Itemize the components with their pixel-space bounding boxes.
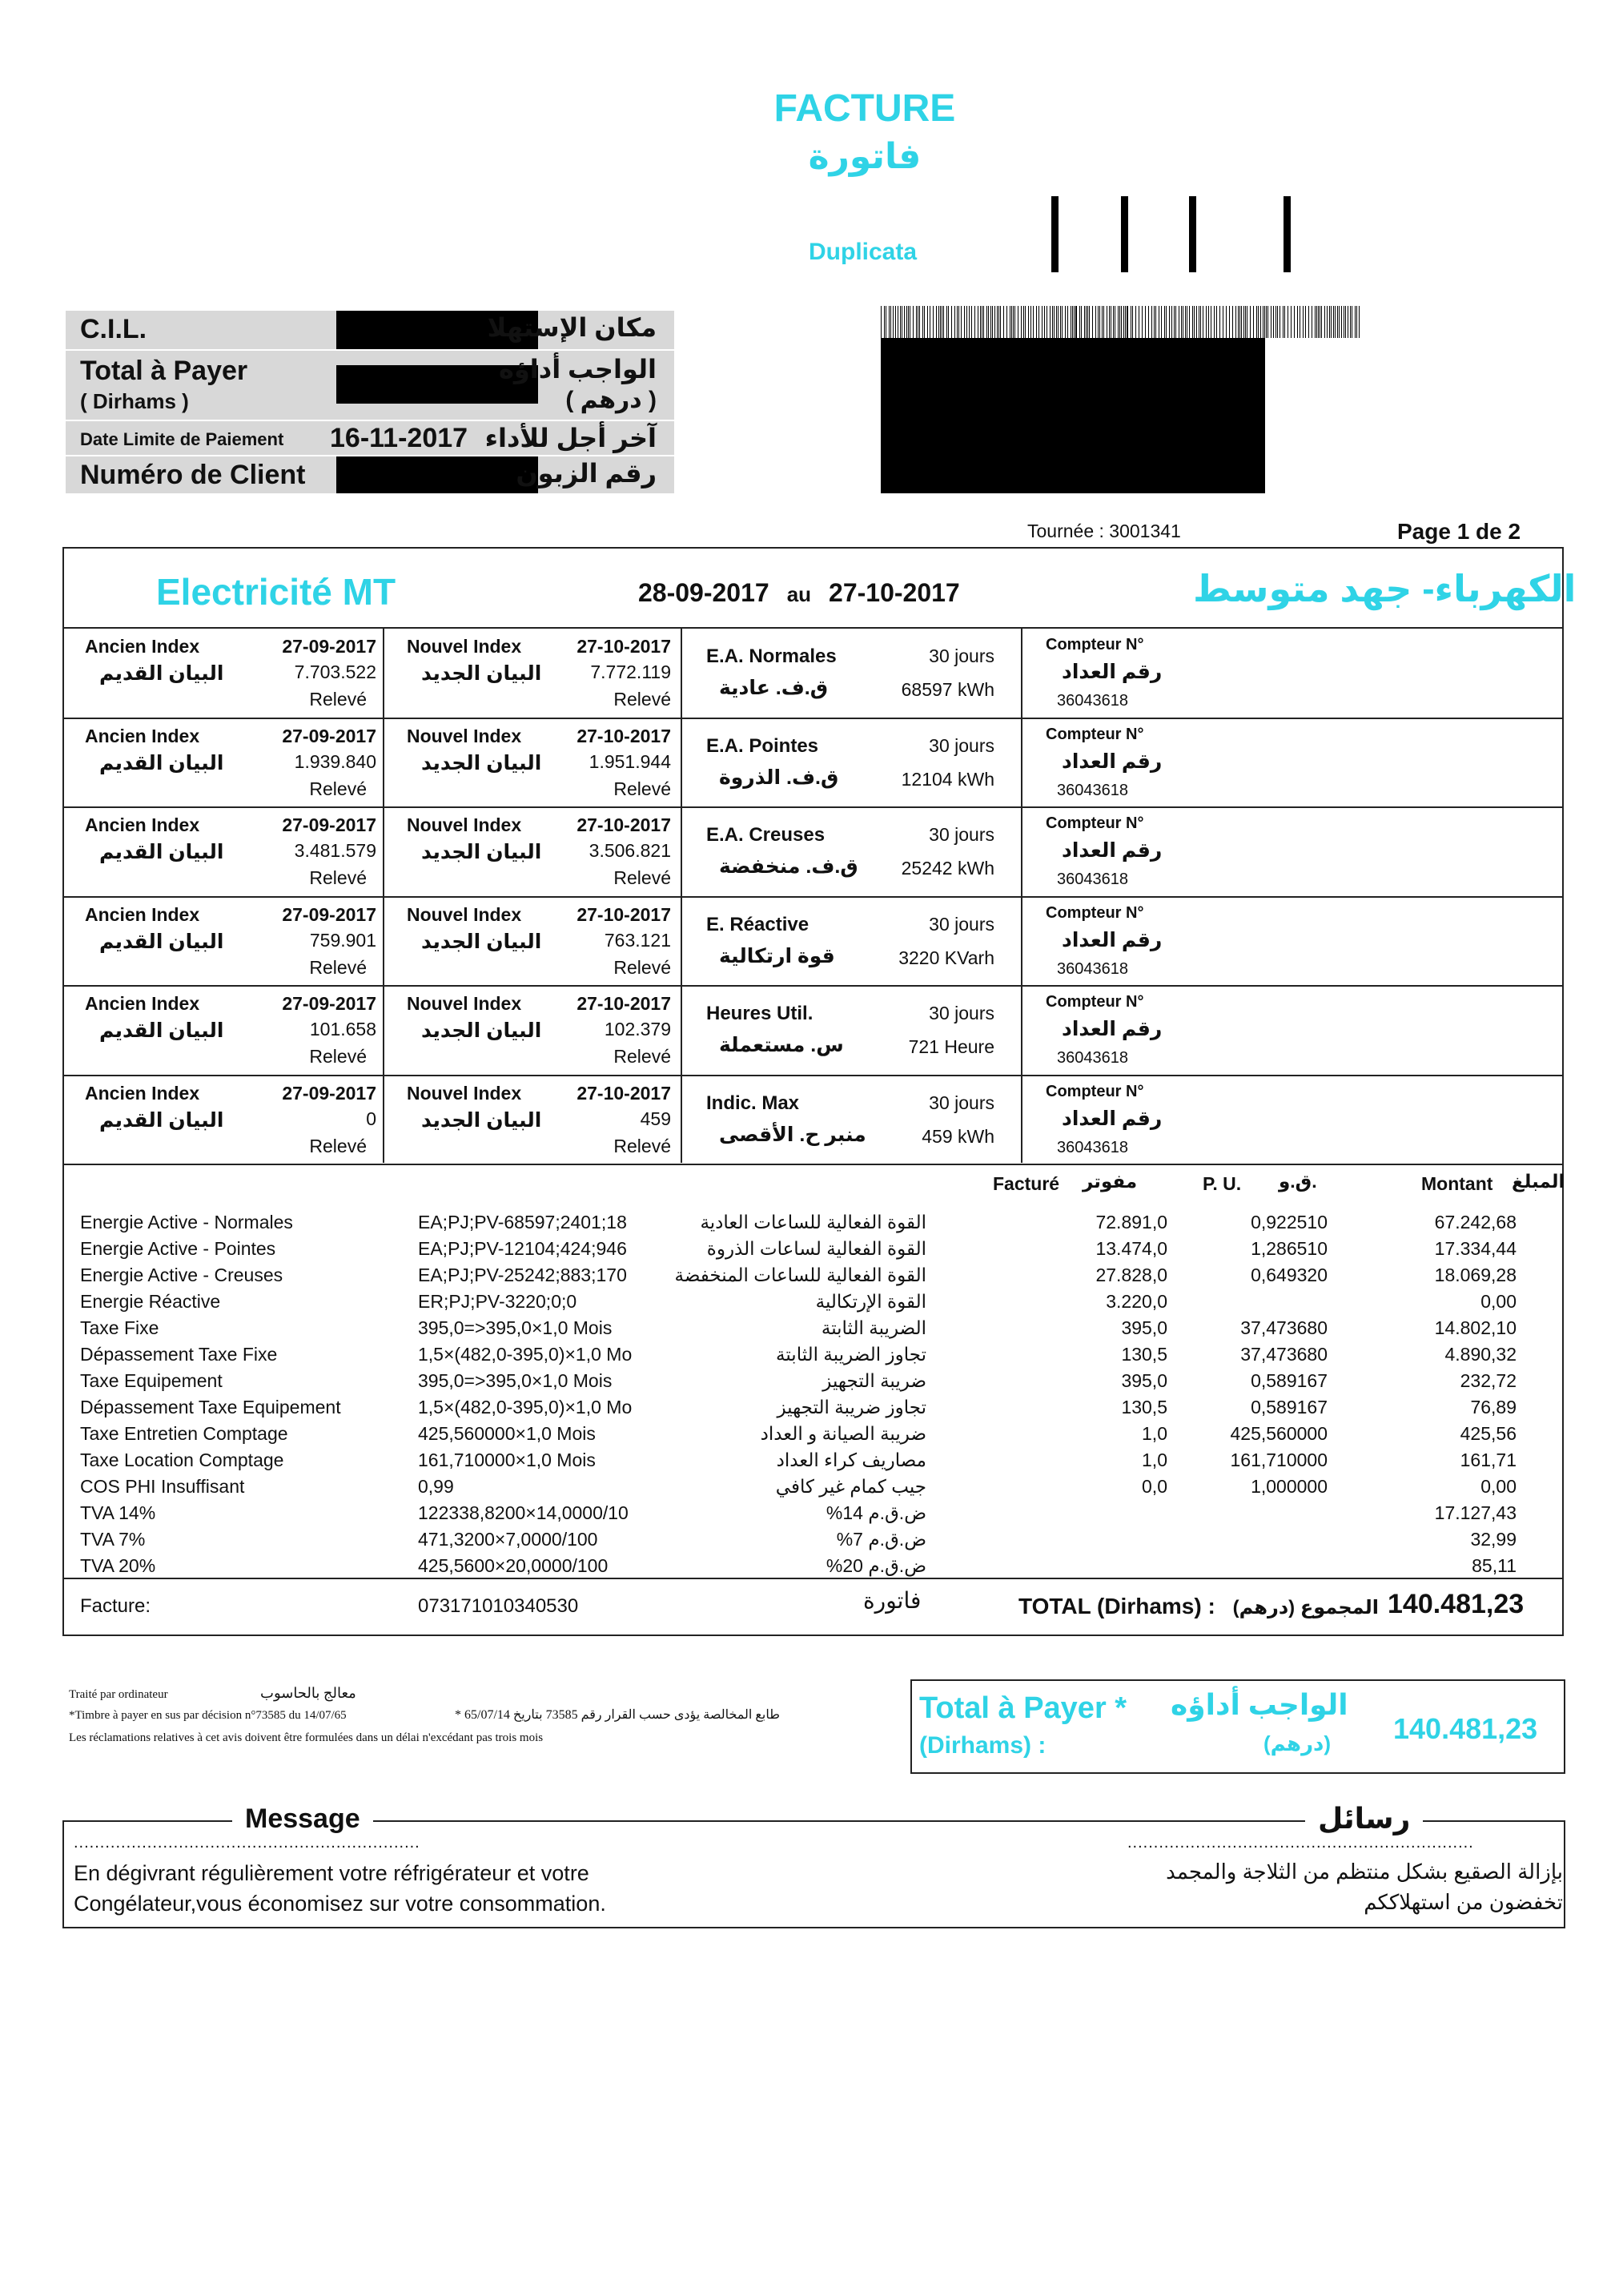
marker-bar (1051, 196, 1059, 272)
col-montant: Montant (1421, 1173, 1493, 1194)
line-pu: 1,286510 (1251, 1238, 1328, 1259)
total-label-ar: (المجموع (درهم (1232, 1597, 1379, 1618)
line-montant: 85,11 (1472, 1555, 1517, 1576)
meter-compteur-label: Compteur N° (1046, 903, 1144, 922)
meter-ancien-ar: البيان القديم (99, 841, 224, 863)
invoice-line (80, 1212, 1553, 1238)
line-detail: ER;PJ;PV-3220;0;0 (418, 1291, 577, 1312)
line-ar: جيب كمام غير كافي (775, 1476, 926, 1497)
meter-ancien-ar: البيان القديم (99, 662, 224, 685)
meter-nouvel-label: Nouvel Index (407, 993, 522, 1014)
barcode (881, 306, 1366, 338)
total-sub-label: ( Dirhams ) (80, 389, 189, 413)
message-line-1: En dégivrant régulièrement votre réfrigérateur et votre (74, 1861, 589, 1885)
total-row (66, 351, 674, 420)
meter-ancien-label: Ancien Index (85, 903, 200, 925)
col-pu: P. U. (1203, 1173, 1242, 1194)
reclamations-note: Les réclamations relatives à cet avis doivent être formulées dans un délai n'excédant pas trois mois (69, 1731, 544, 1744)
meter-nouvel-ar: البيان الجديد (421, 751, 542, 774)
meter-type-fr: E.A. Pointes (706, 734, 819, 757)
meter-type-ar: س. مستعملة (719, 1034, 844, 1056)
line-detail: EA;PJ;PV-25242;883;170 (418, 1265, 627, 1285)
meter-nouvel-label: Nouvel Index (407, 1082, 522, 1104)
meter-qty: 459 kWh (922, 1125, 994, 1147)
meter-nouvel-ar: البيان الجديد (421, 841, 542, 863)
line-label: COS PHI Insuffisant (80, 1476, 245, 1497)
invoice-line (80, 1423, 1553, 1450)
meter-type-fr: Heures Util. (706, 1003, 814, 1024)
meter-nouvel-val: 763.121 (604, 929, 671, 951)
line-label: Energie Active - Pointes (80, 1238, 276, 1259)
line-ar: القوة الإرتكالية (815, 1291, 926, 1312)
line-label: TVA 14% (80, 1502, 156, 1523)
cil-label-ar: مكان الإستهلا (487, 313, 657, 342)
due-date-value: 16-11-2017 (330, 423, 468, 453)
meter-row (64, 1076, 1562, 1164)
message-line-2-ar: تخفضون من استهلاككم (1364, 1890, 1563, 1914)
meter-nouvel-date: 27-10-2017 (576, 1082, 671, 1104)
line-montant: 0,00 (1480, 1476, 1517, 1497)
line-detail: 0,99 (418, 1476, 454, 1497)
line-label: Energie Active - Creuses (80, 1265, 283, 1285)
line-montant: 18.069,28 (1434, 1265, 1517, 1285)
invoice-line (80, 1476, 1553, 1502)
meter-releve2: Relevé (613, 1046, 671, 1067)
col-facture-ar: مفوتر (1083, 1171, 1138, 1192)
traite-note-ar: معالج بالحاسوب (260, 1685, 356, 1701)
marker-bar (1284, 196, 1291, 272)
meter-nouvel-ar: البيان الجديد (421, 1108, 542, 1132)
line-ar: ض.ق.م 7% (836, 1529, 926, 1550)
total-label: Total à Payer (80, 356, 248, 386)
line-label: TVA 7% (80, 1529, 146, 1550)
line-label: Taxe Entretien Comptage (80, 1423, 288, 1444)
invoice-line (80, 1529, 1553, 1555)
meter-compteur-label: Compteur N° (1046, 636, 1144, 653)
total-to-pay-label: Total à Payer * (919, 1691, 1127, 1725)
total-to-pay-label-ar: الواجب أداؤه (1171, 1688, 1348, 1721)
column-divider (383, 627, 384, 1163)
meter-type-ar: منبر ح. الأقصى (719, 1123, 866, 1146)
total-to-pay-value: 140.481,23 (1393, 1712, 1538, 1745)
marker-bar (1121, 196, 1128, 272)
meter-jours: 30 jours (929, 1092, 994, 1113)
line-facture: 395,0 (1121, 1317, 1167, 1338)
message-title: Message (232, 1803, 373, 1835)
meter-nouvel-ar: البيان الجديد (421, 930, 542, 953)
client-label: Numéro de Client (80, 460, 306, 490)
service-title: Electricité MT (156, 571, 396, 613)
meter-row (64, 808, 1562, 896)
meter-ancien-date: 27-09-2017 (282, 636, 376, 657)
meter-type-fr: E.A. Normales (706, 645, 837, 667)
meter-ancien-val: 759.901 (309, 929, 376, 951)
column-divider (681, 627, 682, 1163)
line-facture: 1,0 (1142, 1423, 1167, 1444)
meter-row (64, 898, 1562, 986)
meter-type-ar: ق.ف. الذروة (719, 766, 839, 789)
due-date-label-ar: آخر أجل للأداء (484, 424, 657, 452)
line-ar: القوة الفعالية لساعات الذروة (706, 1238, 926, 1259)
line-montant: 425,56 (1460, 1423, 1517, 1444)
meter-compteur-label: Compteur N° (1046, 993, 1144, 1011)
meter-type-fr: E. Réactive (706, 913, 809, 935)
meter-row (64, 987, 1562, 1075)
meter-ancien-ar: البيان القديم (99, 1108, 224, 1132)
meter-releve1: Relevé (309, 778, 367, 799)
line-facture: 1,0 (1142, 1450, 1167, 1470)
total-sub-label-ar: ( درهم ) (565, 387, 657, 413)
message-title-ar: رسائل (1305, 1802, 1423, 1836)
meter-nouvel-val: 1.951.944 (589, 750, 671, 772)
meter-type-ar: ق.ف. منخفضة (719, 855, 858, 878)
line-montant: 4.890,32 (1444, 1344, 1517, 1365)
meter-ancien-date: 27-09-2017 (282, 725, 376, 746)
line-label: Taxe Fixe (80, 1317, 159, 1338)
line-label: TVA 20% (80, 1555, 156, 1576)
line-facture: 13.474,0 (1095, 1238, 1167, 1259)
line-facture: 130,5 (1121, 1397, 1167, 1417)
invoice-line (80, 1502, 1553, 1529)
meter-releve2: Relevé (613, 689, 671, 710)
meter-compteur-num: 36043618 (1057, 692, 1128, 710)
invoice-line (80, 1317, 1553, 1344)
line-pu: 0,649320 (1251, 1265, 1328, 1285)
message-dots-ar: .................................................................. (1127, 1834, 1474, 1852)
total-amount: 140.481,23 (1388, 1589, 1525, 1619)
period-start: 28-09-2017 (638, 578, 769, 607)
meter-row (64, 719, 1562, 807)
invoice-line (80, 1450, 1553, 1476)
line-ar: ض.ق.م 20% (826, 1555, 926, 1576)
invoice-line (80, 1397, 1553, 1423)
line-montant: 161,71 (1460, 1450, 1517, 1470)
meter-type-fr: Indic. Max (706, 1092, 800, 1114)
meter-qty: 25242 kWh (901, 858, 994, 879)
meter-releve1: Relevé (309, 689, 367, 710)
meter-ancien-ar: البيان القديم (99, 751, 224, 774)
meter-jours: 30 jours (929, 1003, 994, 1023)
meter-compteur-label: Compteur N° (1046, 725, 1144, 743)
meter-releve2: Relevé (613, 1135, 671, 1156)
duplicata-label: Duplicata (809, 239, 918, 265)
meter-nouvel-date: 27-10-2017 (576, 814, 671, 835)
line-pu: 0,922510 (1251, 1212, 1328, 1232)
meter-compteur-label: Compteur N° (1046, 814, 1144, 832)
service-title-ar: الكهرباء- جهد متوسط (1193, 568, 1577, 609)
meter-compteur-num: 36043618 (1057, 1049, 1128, 1067)
col-facture: Facturé (993, 1173, 1060, 1194)
meter-jours: 30 jours (929, 645, 994, 666)
meter-nouvel-date: 27-10-2017 (576, 725, 671, 746)
meter-releve1: Relevé (309, 956, 367, 978)
invoice-line (80, 1265, 1553, 1291)
meter-compteur-num: 36043618 (1057, 959, 1128, 978)
period-au: au (786, 582, 812, 606)
meter-type-ar: قوة ارتكالية (719, 944, 835, 967)
meter-ancien-val: 7.703.522 (294, 661, 376, 682)
line-facture: 395,0 (1121, 1370, 1167, 1391)
timbre-note: *Timbre à payer en sus par décision n°73585 du 14/07/65 (69, 1709, 347, 1722)
meter-nouvel-label: Nouvel Index (407, 903, 522, 925)
total-to-pay-sub: (Dirhams) : (919, 1732, 1047, 1759)
meter-ancien-label: Ancien Index (85, 1082, 200, 1104)
line-facture: 3.220,0 (1106, 1291, 1167, 1312)
meter-compteur-ar: رقم العداد (1062, 1107, 1163, 1130)
line-label: Energie Active - Normales (80, 1212, 293, 1232)
redacted-field (336, 456, 538, 493)
meter-nouvel-val: 7.772.119 (590, 661, 671, 682)
meter-ancien-ar: البيان القديم (99, 1019, 224, 1042)
line-ar: ضريبة التجهيز (822, 1370, 926, 1391)
line-ar: تجاوز ضريبة التجهيز (777, 1397, 926, 1417)
meter-qty: 68597 kWh (901, 679, 994, 700)
meter-compteur-ar: رقم العداد (1062, 661, 1163, 683)
meter-row (64, 629, 1562, 718)
page-number: Page 1 de 2 (1397, 519, 1521, 544)
meter-compteur-num: 36043618 (1057, 871, 1128, 888)
line-montant: 17.127,43 (1434, 1502, 1517, 1523)
period-end: 27-10-2017 (829, 578, 960, 607)
total-label-fr: TOTAL (Dirhams) : (1018, 1594, 1215, 1618)
line-pu: 37,473680 (1240, 1317, 1328, 1338)
meter-type-fr: E.A. Creuses (706, 824, 826, 846)
meter-compteur-label: Compteur N° (1046, 1082, 1144, 1100)
line-ar: القوة الفعالية للساعات المنخفضة (674, 1265, 926, 1285)
meter-jours: 30 jours (929, 734, 994, 756)
invoice-title: FACTURE (773, 87, 956, 130)
meter-jours: 30 jours (929, 913, 994, 935)
meter-qty: 3220 KVarh (898, 947, 994, 968)
meter-nouvel-val: 102.379 (604, 1019, 671, 1039)
line-pu: 37,473680 (1240, 1344, 1328, 1365)
meter-nouvel-val: 3.506.821 (589, 840, 671, 861)
line-montant: 14.802,10 (1434, 1317, 1517, 1338)
client-label-ar: رقم الزبون (516, 459, 657, 488)
line-ar: مصاريف كراء العداد (776, 1450, 926, 1470)
column-divider (1021, 627, 1022, 1163)
line-facture: 72.891,0 (1095, 1212, 1167, 1232)
line-montant: 17.334,44 (1434, 1238, 1517, 1259)
line-montant: 232,72 (1460, 1370, 1517, 1391)
line-pu: 1,000000 (1251, 1476, 1328, 1497)
line-detail: EA;PJ;PV-12104;424;946 (418, 1238, 627, 1259)
line-montant: 0,00 (1480, 1291, 1517, 1312)
line-ar: ضريبة الصيانة و العداد (760, 1423, 926, 1444)
facture-number: 073171010340530 (418, 1595, 579, 1617)
invoice-line (80, 1291, 1553, 1317)
tournee: Tournée : 3001341 (1027, 521, 1181, 541)
meter-compteur-ar: رقم العداد (1062, 1018, 1163, 1040)
facture-label-ar: فاتورة (863, 1588, 922, 1613)
marker-bar (1189, 196, 1196, 272)
line-label: Energie Réactive (80, 1291, 221, 1312)
meter-ancien-date: 27-09-2017 (282, 1082, 376, 1104)
line-ar: ض.ق.م 14% (826, 1502, 926, 1523)
meter-ancien-ar: البيان القديم (99, 930, 224, 953)
billing-period (638, 578, 960, 608)
meter-ancien-date: 27-09-2017 (282, 993, 376, 1014)
divider (62, 1578, 1564, 1579)
total-to-pay-sub-ar: (درهم) (1263, 1731, 1332, 1755)
meter-nouvel-date: 27-10-2017 (576, 993, 671, 1014)
invoice-line (80, 1370, 1553, 1397)
line-detail: 122338,8200×14,0000/10 (418, 1502, 629, 1523)
meter-nouvel-date: 27-10-2017 (576, 903, 671, 925)
meter-releve2: Relevé (613, 956, 671, 978)
divider (62, 627, 1564, 629)
traite-note: Traité par ordinateur (69, 1688, 168, 1701)
total-label (1018, 1594, 1379, 1619)
meter-nouvel-ar: البيان الجديد (421, 662, 542, 685)
divider (62, 1164, 1564, 1165)
line-facture: 130,5 (1121, 1344, 1167, 1365)
meter-compteur-num: 36043618 (1057, 1138, 1128, 1156)
meter-compteur-num: 36043618 (1057, 781, 1128, 799)
line-facture: 27.828,0 (1095, 1265, 1167, 1285)
meter-ancien-val: 1.939.840 (294, 750, 376, 772)
meter-nouvel-label: Nouvel Index (407, 814, 522, 835)
invoice-line (80, 1344, 1553, 1370)
redacted-block (881, 338, 1265, 493)
meter-qty: 721 Heure (908, 1036, 994, 1057)
meter-ancien-val: 3.481.579 (294, 840, 376, 861)
due-date-label: Date Limite de Paiement (80, 429, 284, 449)
meter-ancien-label: Ancien Index (85, 993, 200, 1014)
meter-ancien-label: Ancien Index (85, 636, 200, 657)
invoice-line (80, 1238, 1553, 1265)
meter-nouvel-label: Nouvel Index (407, 636, 522, 657)
message-dots: .................................................................. (74, 1834, 420, 1852)
meter-qty: 12104 kWh (901, 768, 994, 790)
col-montant-ar: المبلغ (1512, 1171, 1565, 1192)
meter-ancien-label: Ancien Index (85, 725, 200, 746)
meter-nouvel-ar: البيان الجديد (421, 1019, 542, 1042)
meter-nouvel-val: 459 (640, 1108, 671, 1129)
meter-ancien-date: 27-09-2017 (282, 903, 376, 925)
line-pu: 0,589167 (1251, 1370, 1328, 1391)
invoice-title-ar: فاتورة (808, 137, 922, 176)
meter-jours: 30 jours (929, 824, 994, 845)
line-montant: 32,99 (1470, 1529, 1517, 1550)
line-ar: القوة الفعالية للساعات العادية (700, 1212, 926, 1232)
line-pu: 161,710000 (1230, 1450, 1328, 1470)
meter-nouvel-date: 27-10-2017 (576, 636, 671, 657)
line-label: Dépassement Taxe Equipement (80, 1397, 341, 1417)
line-facture: 0,0 (1142, 1476, 1167, 1497)
line-montant: 67.242,68 (1434, 1212, 1517, 1232)
message-line-1-ar: بإزالة الصقيع بشكل منتظم من الثلاجة والمجمد (1166, 1860, 1563, 1884)
line-label: Dépassement Taxe Fixe (80, 1344, 278, 1365)
line-ar: الضريبة الثابتة (821, 1317, 926, 1338)
line-detail: 425,560000×1,0 Mois (418, 1423, 596, 1444)
client-row (66, 456, 674, 493)
col-pu-ar: ق.و. (1279, 1171, 1317, 1192)
line-pu: 425,560000 (1230, 1423, 1328, 1444)
line-detail: 395,0=>395,0×1,0 Mois (418, 1370, 613, 1391)
meter-ancien-label: Ancien Index (85, 814, 200, 835)
meter-type-ar: ق.ف. عادية (719, 677, 829, 699)
due-date-row (66, 421, 674, 455)
meter-ancien-val: 101.658 (309, 1019, 376, 1039)
meter-releve1: Relevé (309, 1135, 367, 1156)
line-detail: 1,5×(482,0-395,0)×1,0 Mo (418, 1397, 633, 1417)
line-detail: 471,3200×7,0000/100 (418, 1529, 598, 1550)
meter-compteur-ar: رقم العداد (1062, 928, 1163, 951)
line-ar: تجاوز الضريبة الثابتة (776, 1344, 926, 1365)
meter-releve1: Relevé (309, 1046, 367, 1067)
meter-compteur-ar: رقم العداد (1062, 839, 1163, 862)
line-detail: 1,5×(482,0-395,0)×1,0 Mo (418, 1344, 633, 1365)
cil-row (66, 311, 674, 349)
line-label: Taxe Equipement (80, 1370, 223, 1391)
line-detail: 161,710000×1,0 Mois (418, 1450, 596, 1470)
line-label: Taxe Location Comptage (80, 1450, 284, 1470)
meter-nouvel-label: Nouvel Index (407, 725, 522, 746)
line-montant: 76,89 (1470, 1397, 1517, 1417)
meter-releve2: Relevé (613, 778, 671, 799)
line-pu: 0,589167 (1251, 1397, 1328, 1417)
facture-label: Facture: (80, 1595, 151, 1617)
meter-releve1: Relevé (309, 867, 367, 888)
total-label-ar: الواجب أداؤه (499, 355, 657, 384)
message-line-2: Congélateur,vous économisez sur votre consommation. (74, 1892, 606, 1916)
cil-label: C.I.L. (80, 314, 147, 344)
line-detail: 395,0=>395,0×1,0 Mois (418, 1317, 613, 1338)
line-detail: 425,5600×20,0000/100 (418, 1555, 609, 1576)
meter-compteur-ar: رقم العداد (1062, 750, 1163, 773)
meter-releve2: Relevé (613, 867, 671, 888)
meter-ancien-val: 0 (366, 1108, 376, 1129)
meter-ancien-date: 27-09-2017 (282, 814, 376, 835)
timbre-note-ar: طابع المخالصة يؤدى حسب القرار رقم 73585 بتاريخ 65/07/14 * (455, 1708, 780, 1722)
line-detail: EA;PJ;PV-68597;2401;18 (418, 1212, 627, 1232)
